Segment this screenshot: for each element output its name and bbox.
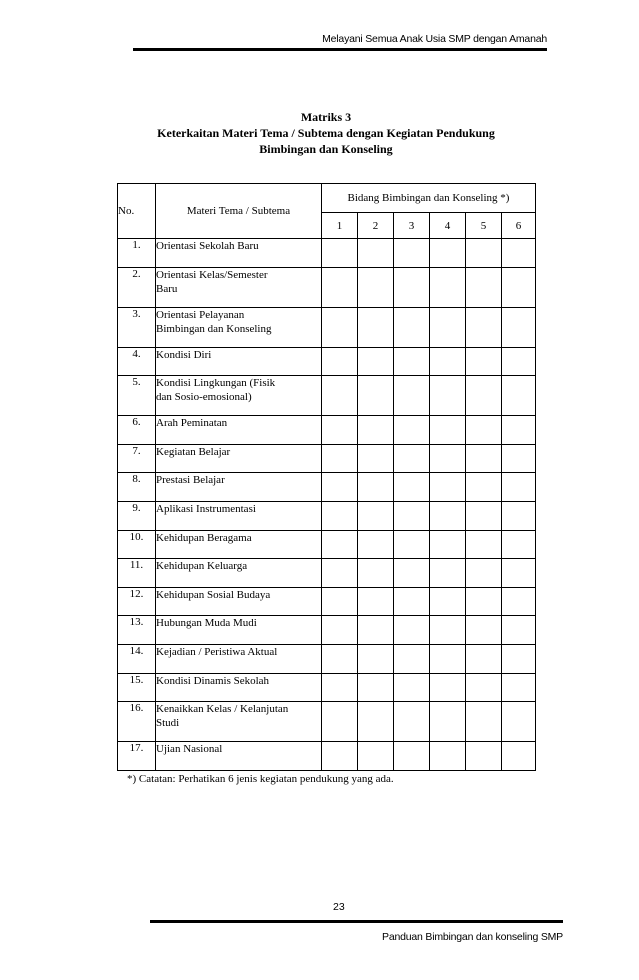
table-row	[118, 742, 536, 771]
bidang-cell	[322, 559, 358, 588]
row-number: 4.	[118, 347, 156, 376]
table-row	[118, 307, 536, 347]
bidang-cell	[502, 559, 536, 588]
bidang-cell	[394, 267, 430, 307]
bidang-cell	[466, 347, 502, 376]
bidang-cell	[322, 376, 358, 416]
materi-line-1: Orientasi Pelayanan	[156, 308, 245, 321]
materi-cell	[156, 673, 322, 702]
bidang-cell	[430, 307, 466, 347]
row-number: 9.	[118, 501, 156, 530]
title-line-1: Matriks 3	[300, 110, 352, 124]
materi-cell	[156, 616, 322, 645]
table-row	[118, 616, 536, 645]
running-footer: Panduan Bimbingan dan konseling SMP	[382, 931, 563, 943]
title-line-2: Keterkaitan Materi Tema / Subtema dengan Kegiatan Pendukung	[157, 126, 495, 140]
bidang-cell	[466, 473, 502, 502]
bidang-number-header: 3	[394, 213, 430, 239]
bidang-cell	[466, 307, 502, 347]
bidang-cell	[394, 587, 430, 616]
bidang-cell	[394, 416, 430, 445]
title-line-3: Bimbingan dan Konseling	[259, 142, 393, 156]
bidang-cell	[394, 473, 430, 502]
bidang-cell	[322, 616, 358, 645]
bidang-cell	[358, 587, 394, 616]
bidang-cell	[502, 267, 536, 307]
bidang-cell	[322, 239, 358, 268]
materi-cell	[156, 587, 322, 616]
materi-line-2: Studi	[156, 717, 180, 730]
footnote: *) Catatan: Perhatikan 6 jenis kegiatan pendukung yang ada.	[127, 773, 394, 785]
bidang-cell	[502, 501, 536, 530]
table-row	[118, 444, 536, 473]
footer-rule	[150, 920, 563, 923]
materi-cell	[156, 702, 322, 742]
bidang-cell	[466, 530, 502, 559]
materi-cell	[156, 742, 322, 771]
bidang-cell	[322, 473, 358, 502]
table-row	[118, 673, 536, 702]
materi-line-1: Hubungan Muda Mudi	[156, 617, 257, 630]
bidang-cell	[466, 587, 502, 616]
bidang-number-header: 1	[322, 213, 358, 239]
row-number: 10.	[118, 530, 156, 559]
materi-cell	[156, 416, 322, 445]
bidang-cell	[322, 267, 358, 307]
row-number: 13.	[118, 616, 156, 645]
bidang-cell	[394, 307, 430, 347]
bidang-cell	[322, 347, 358, 376]
bidang-cell	[430, 267, 466, 307]
bidang-number-header: 4	[430, 213, 466, 239]
row-number: 17.	[118, 742, 156, 771]
bidang-cell	[322, 702, 358, 742]
bidang-cell	[466, 742, 502, 771]
bidang-cell	[394, 239, 430, 268]
bidang-cell	[322, 444, 358, 473]
bidang-cell	[466, 239, 502, 268]
materi-line-1: Kondisi Lingkungan (Fisik	[156, 377, 276, 390]
row-number: 5.	[118, 376, 156, 416]
row-number: 12.	[118, 587, 156, 616]
row-number: 6.	[118, 416, 156, 445]
bidang-number-header: 5	[466, 213, 502, 239]
bidang-cell	[322, 644, 358, 673]
table-row	[118, 473, 536, 502]
bidang-cell	[502, 347, 536, 376]
row-number: 14.	[118, 644, 156, 673]
bidang-number-header: 6	[502, 213, 536, 239]
bidang-cell	[358, 559, 394, 588]
bidang-number-header: 2	[358, 213, 394, 239]
bidang-cell	[502, 673, 536, 702]
bidang-cell	[430, 742, 466, 771]
bidang-cell	[394, 376, 430, 416]
bidang-cell	[430, 444, 466, 473]
table-row	[118, 587, 536, 616]
bidang-cell	[502, 376, 536, 416]
header-rule	[133, 48, 547, 51]
bidang-cell	[502, 616, 536, 645]
matrix-title	[117, 109, 535, 157]
bidang-cell	[466, 616, 502, 645]
column-header-bidang: Bidang Bimbingan dan Konseling *)	[322, 184, 536, 213]
materi-cell	[156, 644, 322, 673]
materi-cell	[156, 559, 322, 588]
materi-cell	[156, 376, 322, 416]
bidang-cell	[466, 376, 502, 416]
bidang-cell	[430, 473, 466, 502]
table-row	[118, 347, 536, 376]
bidang-cell	[358, 742, 394, 771]
bidang-cell	[430, 702, 466, 742]
materi-line-1: Kehidupan Beragama	[156, 531, 252, 544]
bidang-cell	[502, 530, 536, 559]
row-number: 7.	[118, 444, 156, 473]
row-number: 2.	[118, 267, 156, 307]
bidang-cell	[394, 644, 430, 673]
materi-line-1: Kehidupan Keluarga	[156, 560, 248, 573]
materi-line-1: Prestasi Belajar	[156, 474, 225, 487]
materi-line-1: Kejadian / Peristiwa Aktual	[156, 645, 278, 658]
bidang-cell	[394, 501, 430, 530]
bidang-cell	[358, 307, 394, 347]
bidang-cell	[358, 501, 394, 530]
bidang-cell	[502, 416, 536, 445]
bidang-cell	[394, 616, 430, 645]
bidang-cell	[430, 530, 466, 559]
table-row	[118, 376, 536, 416]
page-number: 23	[333, 901, 345, 913]
bidang-cell	[466, 444, 502, 473]
bidang-cell	[358, 416, 394, 445]
column-header-no: No.	[118, 184, 156, 239]
materi-line-1: Arah Peminatan	[156, 417, 228, 430]
materi-cell	[156, 239, 322, 268]
bidang-cell	[394, 702, 430, 742]
matrix-table	[117, 183, 536, 771]
materi-line-1: Orientasi Sekolah Baru	[156, 240, 259, 252]
materi-cell	[156, 530, 322, 559]
bidang-cell	[358, 616, 394, 645]
table-row	[118, 530, 536, 559]
row-number: 3.	[118, 307, 156, 347]
row-number: 1.	[118, 239, 156, 268]
bidang-cell	[502, 307, 536, 347]
materi-cell	[156, 347, 322, 376]
bidang-cell	[466, 702, 502, 742]
bidang-cell	[502, 239, 536, 268]
bidang-cell	[466, 644, 502, 673]
materi-line-1: Kegiatan Belajar	[156, 445, 231, 458]
bidang-cell	[430, 644, 466, 673]
table-row	[118, 644, 536, 673]
bidang-cell	[358, 673, 394, 702]
bidang-cell	[502, 644, 536, 673]
bidang-cell	[358, 644, 394, 673]
bidang-cell	[430, 376, 466, 416]
matrix-body	[118, 239, 536, 771]
materi-line-1: Kondisi Dinamis Sekolah	[156, 674, 270, 687]
bidang-cell	[502, 587, 536, 616]
table-row	[118, 416, 536, 445]
bidang-cell	[502, 702, 536, 742]
table-row	[118, 702, 536, 742]
bidang-cell	[358, 702, 394, 742]
bidang-cell	[430, 239, 466, 268]
row-number: 8.	[118, 473, 156, 502]
bidang-cell	[322, 673, 358, 702]
materi-line-2: dan Sosio-emosional)	[156, 391, 252, 404]
bidang-cell	[322, 530, 358, 559]
row-number: 15.	[118, 673, 156, 702]
row-number: 11.	[118, 559, 156, 588]
bidang-cell	[430, 559, 466, 588]
bidang-cell	[394, 530, 430, 559]
materi-cell	[156, 307, 322, 347]
bidang-cell	[430, 347, 466, 376]
bidang-cell	[466, 267, 502, 307]
materi-line-1: Orientasi Kelas/Semester	[156, 268, 268, 281]
materi-line-1: Kenaikkan Kelas / Kelanjutan	[156, 703, 289, 716]
bidang-cell	[322, 307, 358, 347]
materi-line-2: Bimbingan dan Konseling	[156, 322, 272, 335]
materi-line-1: Kondisi Diri	[156, 348, 212, 361]
bidang-cell	[322, 587, 358, 616]
bidang-cell	[430, 416, 466, 445]
bidang-cell	[322, 742, 358, 771]
bidang-cell	[358, 376, 394, 416]
bidang-cell	[358, 444, 394, 473]
bidang-cell	[430, 616, 466, 645]
bidang-cell	[394, 444, 430, 473]
bidang-cell	[394, 347, 430, 376]
bidang-cell	[394, 742, 430, 771]
bidang-cell	[358, 239, 394, 268]
bidang-cell	[466, 559, 502, 588]
bidang-cell	[430, 587, 466, 616]
column-header-materi: Materi Tema / Subtema	[156, 184, 322, 239]
materi-line-2: Baru	[156, 282, 178, 295]
table-row	[118, 501, 536, 530]
materi-line-1: Kehidupan Sosial Budaya	[156, 588, 271, 601]
bidang-cell	[358, 530, 394, 559]
bidang-cell	[502, 444, 536, 473]
table-row	[118, 559, 536, 588]
bidang-cell	[466, 501, 502, 530]
table-row	[118, 267, 536, 307]
bidang-cell	[322, 416, 358, 445]
bidang-cell	[502, 742, 536, 771]
bidang-cell	[394, 673, 430, 702]
bidang-cell	[430, 501, 466, 530]
bidang-cell	[322, 501, 358, 530]
row-number: 16.	[118, 702, 156, 742]
materi-cell	[156, 473, 322, 502]
bidang-cell	[358, 473, 394, 502]
running-header: Melayani Semua Anak Usia SMP dengan Amanah	[322, 33, 547, 45]
bidang-cell	[358, 267, 394, 307]
materi-line-1: Aplikasi Instrumentasi	[156, 502, 256, 515]
bidang-cell	[394, 559, 430, 588]
materi-cell	[156, 444, 322, 473]
table-row	[118, 239, 536, 268]
materi-line-1: Ujian Nasional	[156, 743, 223, 756]
materi-cell	[156, 267, 322, 307]
bidang-cell	[358, 347, 394, 376]
bidang-cell	[466, 673, 502, 702]
bidang-cell	[466, 416, 502, 445]
bidang-cell	[502, 473, 536, 502]
bidang-cell	[430, 673, 466, 702]
materi-cell	[156, 501, 322, 530]
